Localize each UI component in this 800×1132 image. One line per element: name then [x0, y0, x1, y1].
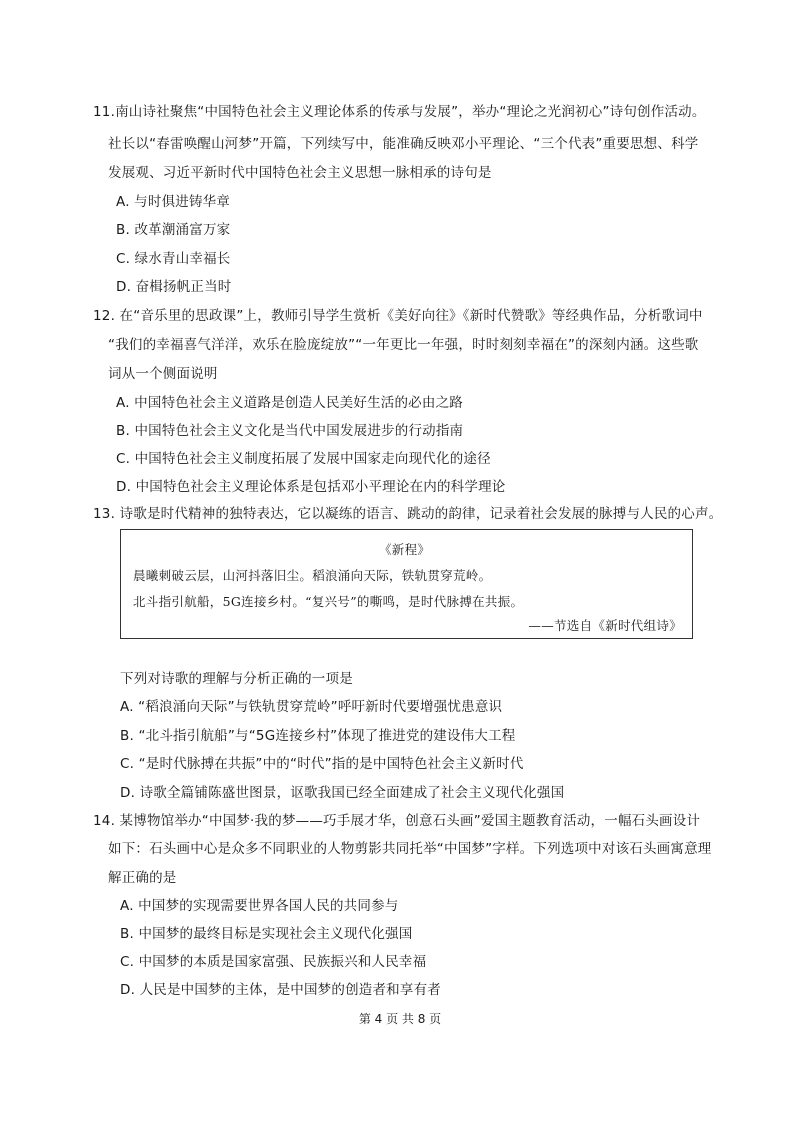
q13-option-b: B. “北斗指引航船”与“5G连接乡村”体现了推进党的建设伟大工程	[120, 728, 516, 744]
poem-line-2: 北斗指引航船，5G连接乡村。“复兴号”的嘶鸣，是时代脉搏在共振。	[133, 594, 524, 609]
q13-option-a: A. “稻浪涌向天际”与铁轨贯穿荒岭”呼吁新时代要增强忧患意识	[120, 699, 503, 715]
q13-option-d: D. 诗歌全篇铺陈盛世图景，讴歌我国已经全面建成了社会主义现代化强国	[120, 785, 565, 801]
q11-option-a: A. 与时俱进铸华章	[116, 194, 231, 210]
q12-option-a: A. 中国特色社会主义道路是创造人民美好生活的必由之路	[116, 395, 463, 411]
q12-stem-line-2: “我们的幸福喜气洋洋，欢乐在脸庞绽放”“一年更比一年强，时时刻刻幸福在”的深刻内涵。这些歌	[108, 337, 699, 353]
q14-stem-line-1: 14. 某博物馆举办“中国梦·我的梦——巧手展才华，创意石头画”爱国主题教育活动，一幅石头画设计	[93, 813, 701, 829]
q14-stem-line-3: 解正确的是	[108, 870, 177, 886]
q14-option-c: C. 中国梦的本质是国家富强、民族振兴和人民幸福	[120, 954, 427, 970]
q12-stem-line-1: 12. 在“音乐里的思政课”上，教师引导学生赏析《美好向往》《新时代赞歌》等经典作品，分析歌词中	[93, 308, 703, 324]
q12-option-b: B. 中国特色社会主义文化是当代中国发展进步的行动指南	[116, 423, 464, 439]
q13-stem: 13. 诗歌是时代精神的独特表达，它以凝练的语言、跳动的韵律，记录着社会发展的脉搏与人民的心声。	[93, 506, 723, 522]
q11-stem-line-3: 发展观、习近平新时代中国特色社会主义思想一脉相承的诗句是	[108, 165, 492, 181]
poem-source: ——节选自《新时代组诗》	[528, 618, 682, 633]
q12-option-c: C. 中国特色社会主义制度拓展了发展中国家走向现代化的途径	[116, 451, 491, 467]
q14-option-b: B. 中国梦的最终目标是实现社会主义现代化强国	[120, 926, 413, 942]
q11-option-c: C. 绿水青山幸福长	[116, 251, 231, 267]
q12-stem-line-3: 词从一个侧面说明	[108, 366, 218, 382]
poem-box	[120, 529, 693, 639]
q14-stem-line-2: 如下：石头画中心是众多不同职业的人物剪影共同托举“中国梦”字样。下列选项中对该石头画寓意理	[108, 841, 712, 857]
q12-option-d: D. 中国特色社会主义理论体系是包括邓小平理论在内的科学理论	[116, 479, 506, 495]
q13-option-c: C. “是时代脉搏在共振”中的“时代”指的是中国特色社会主义新时代	[120, 756, 524, 772]
q14-option-a: A. 中国梦的实现需要世界各国人民的共同参与	[120, 898, 399, 914]
q11-stem-line-1: 11.南山诗社聚焦“中国特色社会主义理论体系的传承与发展”，举办“理论之光润初心”诗句创作活动。	[93, 104, 706, 120]
poem-title: 《新程》	[379, 542, 431, 557]
q11-option-d: D. 奋楫扬帆正当时	[116, 279, 232, 295]
q11-option-b: B. 改革潮涌富万家	[116, 222, 231, 238]
q13-question: 下列对诗歌的理解与分析正确的一项是	[120, 671, 353, 687]
poem-line-1: 晨曦刺破云层，山河抖落旧尘。稻浪涌向天际，铁轨贯穿荒岭。	[133, 568, 492, 583]
q14-option-d: D. 人民是中国梦的主体，是中国梦的创造者和享有者	[120, 982, 441, 998]
q11-stem-line-2: 社长以“春雷唤醒山河梦”开篇，下列续写中，能准确反映邓小平理论、“三个代表”重要思想、科学	[108, 136, 699, 152]
page-footer: 第 4 页 共 8 页	[358, 1012, 442, 1026]
